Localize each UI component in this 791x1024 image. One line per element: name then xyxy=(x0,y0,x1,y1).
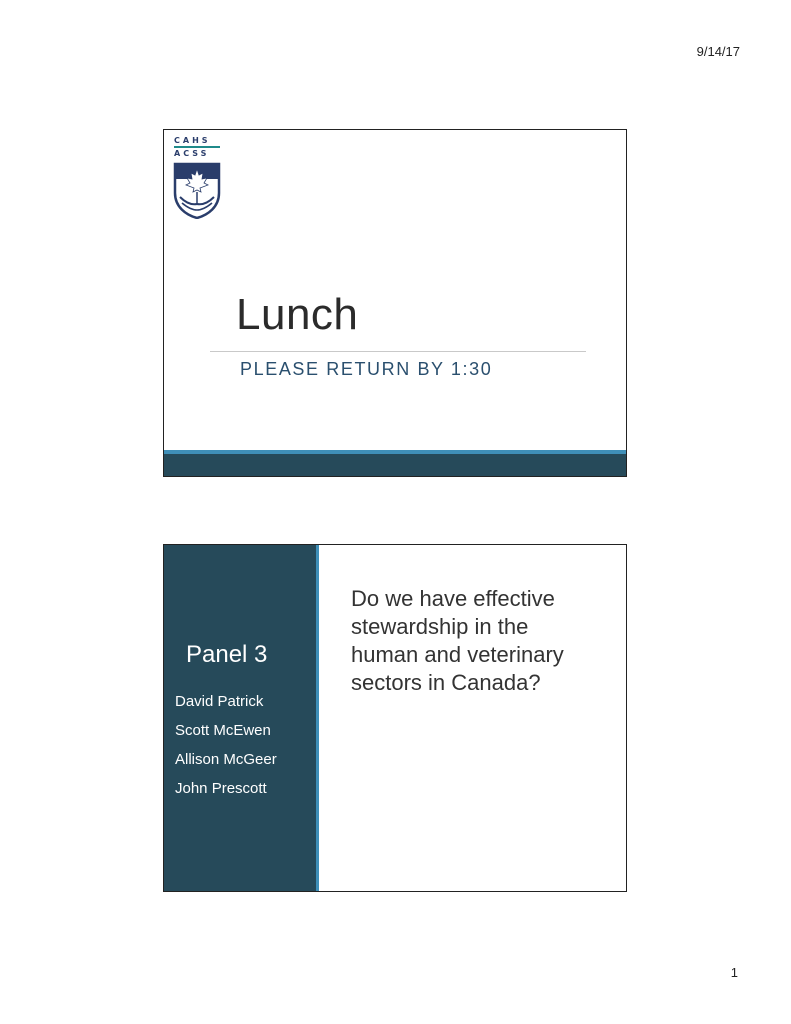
page-number: 1 xyxy=(730,965,738,980)
slide-panel-3 xyxy=(163,544,627,892)
footer-band xyxy=(164,454,626,476)
title-divider xyxy=(210,351,586,352)
panelist-name: Allison McGeer xyxy=(175,751,277,768)
slide-title: Lunch xyxy=(236,290,359,339)
maple-leaf-shield-icon xyxy=(172,161,222,219)
slide-subtitle: PLEASE RETURN BY 1:30 xyxy=(240,359,493,379)
panelist-list xyxy=(175,691,277,807)
sidebar-accent-line xyxy=(316,545,319,891)
page-date: 9/14/17 xyxy=(696,44,740,59)
panel-title: Panel 3 xyxy=(186,641,268,668)
panel-sidebar xyxy=(164,545,316,891)
slide-lunch xyxy=(163,129,627,477)
panelist-name: Scott McEwen xyxy=(175,722,271,739)
cahs-logo xyxy=(172,136,224,222)
logo-text-acss: ACSS xyxy=(174,149,210,158)
logo-text-cahs: CAHS xyxy=(174,136,211,145)
panelist-name: David Patrick xyxy=(175,693,264,710)
panelist-name: John Prescott xyxy=(175,780,267,797)
panel-question: Do we have effective stewardship in the human and veterinary sectors in Canada? xyxy=(351,586,564,695)
